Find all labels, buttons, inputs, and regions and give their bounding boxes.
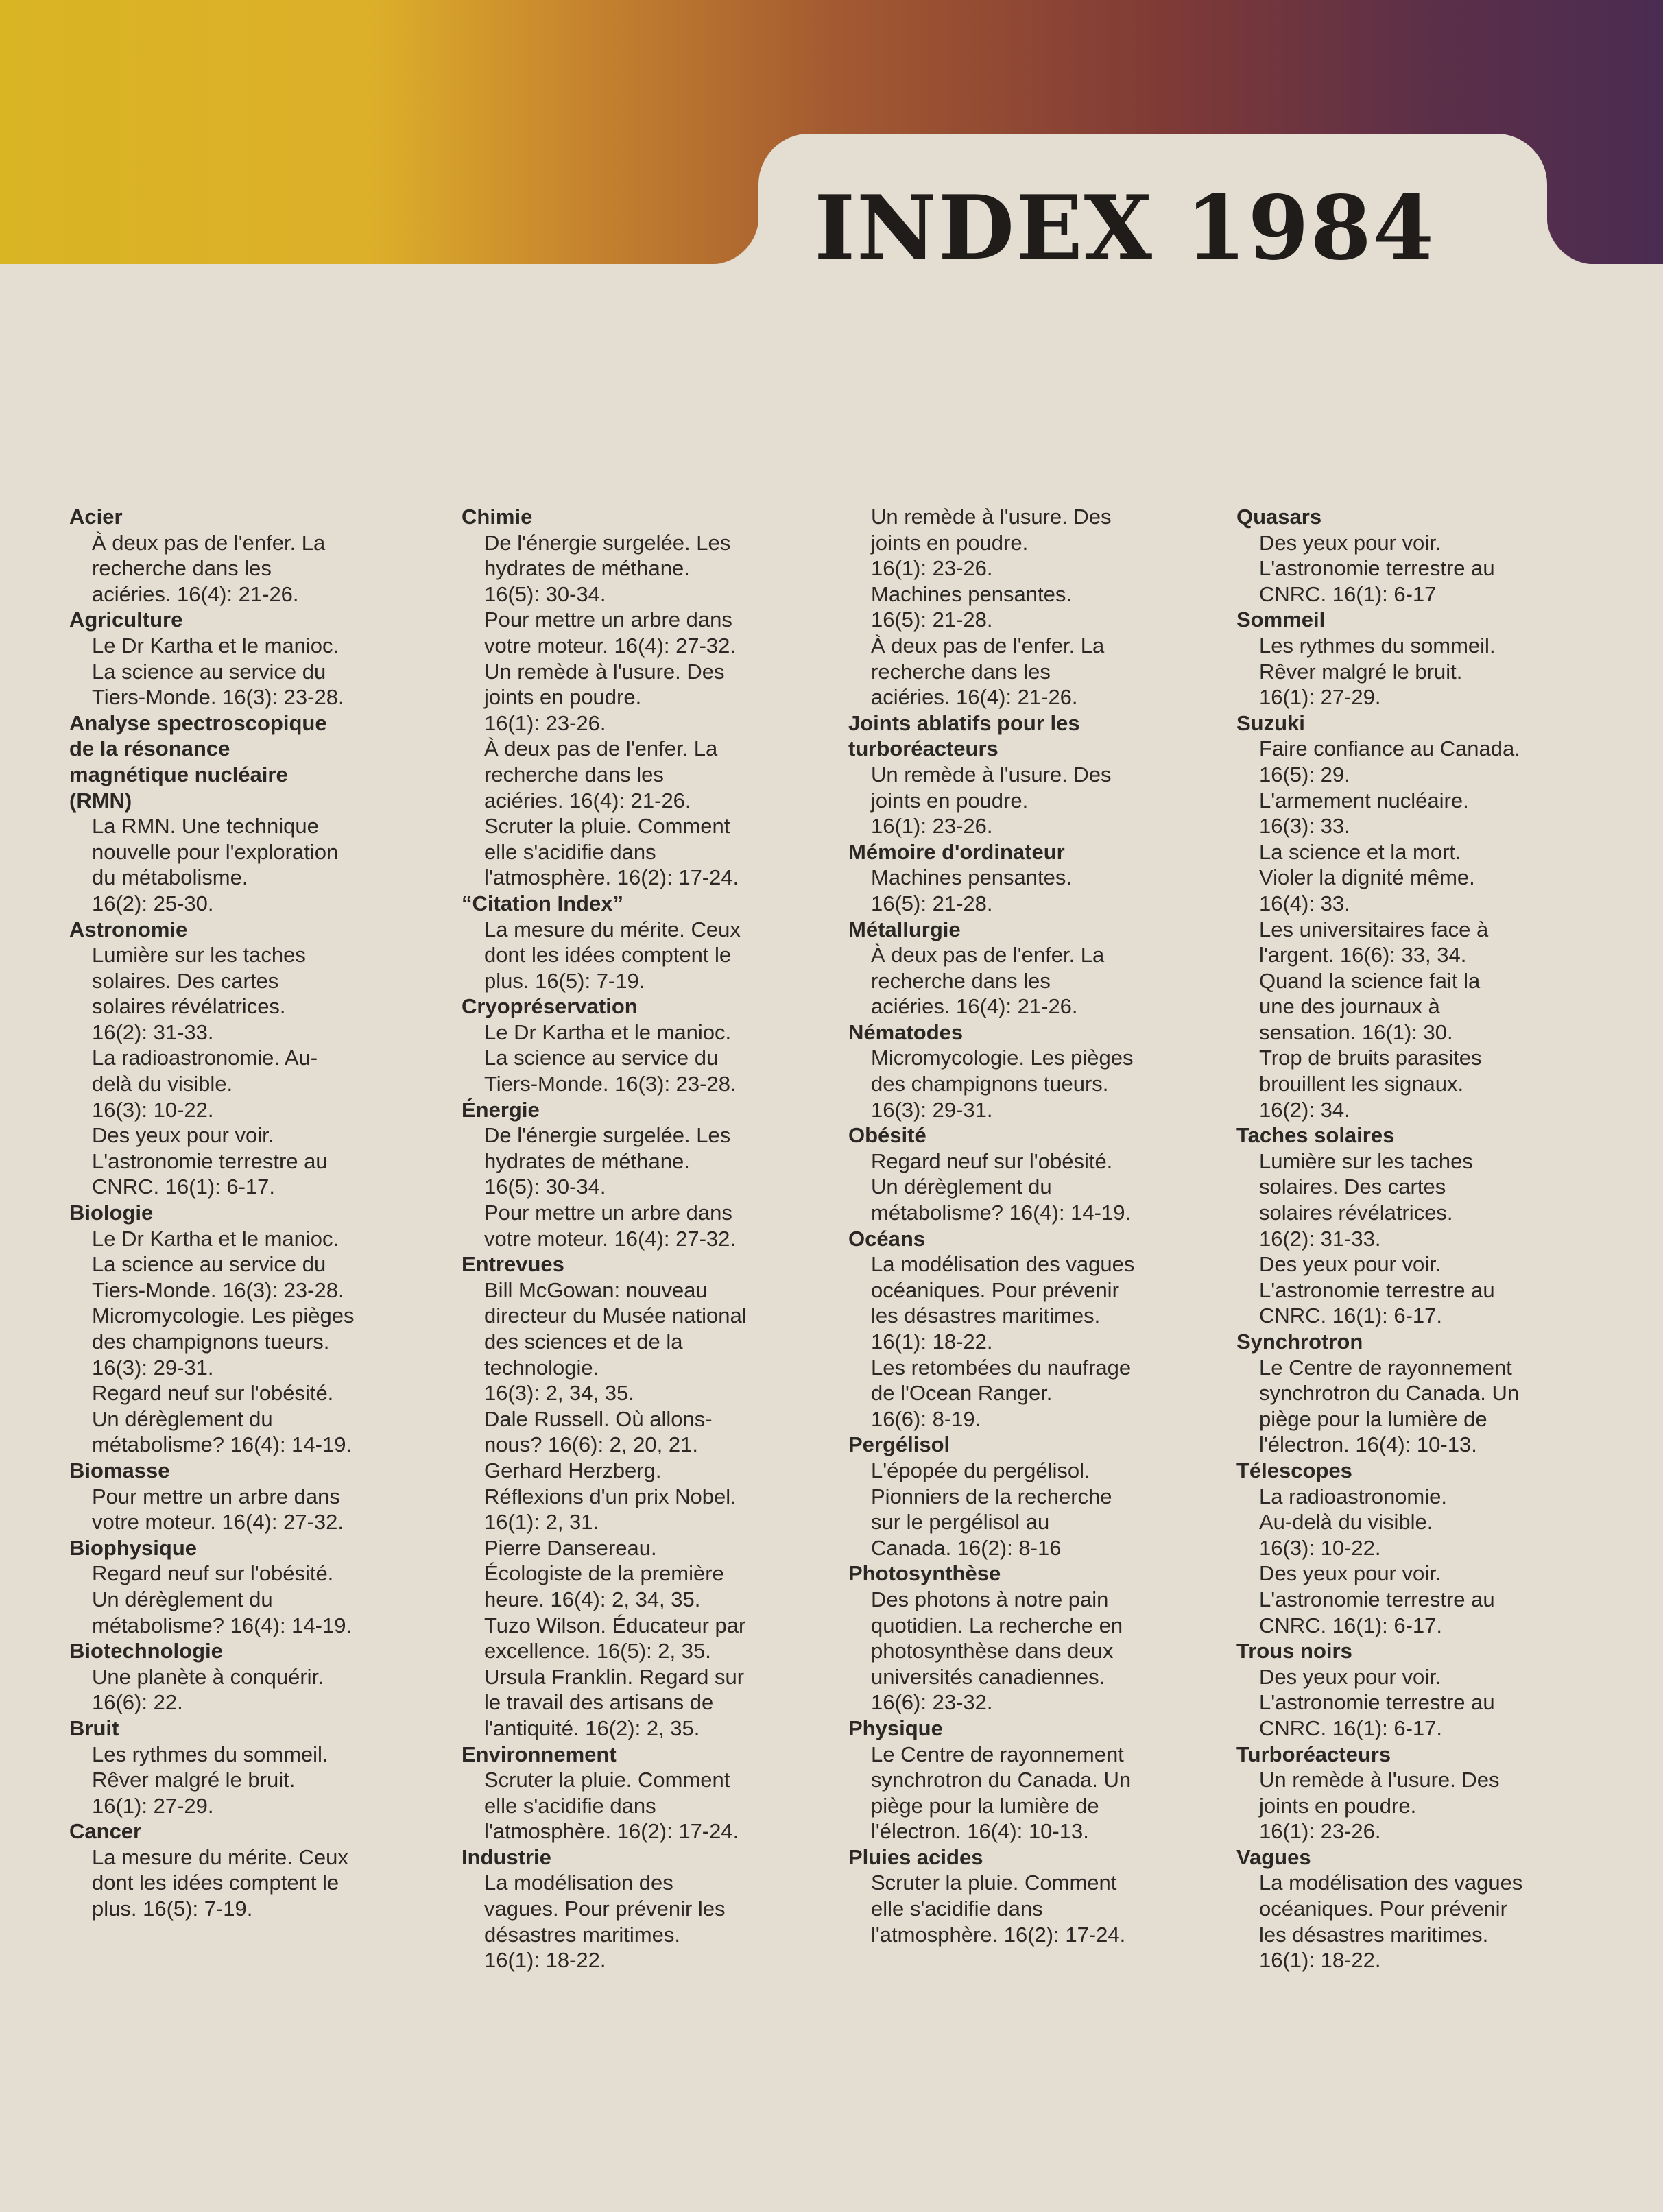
index-reference-line: Le Centre de rayonnement	[871, 1742, 1124, 1766]
index-term: Énergie	[462, 1097, 540, 1122]
index-entry	[69, 1638, 405, 1716]
index-column-3	[848, 504, 1184, 1947]
index-reference-line: Des photons à notre pain	[871, 1587, 1109, 1611]
index-term: Industrie	[462, 1844, 551, 1869]
index-reference-line: L'astronomie terrestre au	[92, 1149, 328, 1173]
index-reference-line: Un dérèglement du	[871, 1175, 1052, 1199]
index-reference-line: Scruter la pluie. Comment	[484, 1768, 730, 1792]
page-title: INDEX 1984	[814, 177, 1435, 280]
index-column-1	[69, 504, 405, 1922]
index-reference-line: métabolisme? 16(4): 14-19.	[92, 1613, 352, 1637]
index-reference-line: Les retombées du naufrage	[871, 1355, 1132, 1380]
index-term: Obésité	[848, 1123, 926, 1148]
index-reference-line: La science au service du	[92, 659, 326, 684]
index-reference-line: L'astronomie terrestre au	[1259, 1690, 1495, 1715]
index-reference-line: joints en poudre.	[871, 788, 1029, 813]
index-term: Environnement	[462, 1742, 617, 1766]
index-reference-line: Faire confiance au Canada.	[1259, 736, 1520, 761]
index-reference-line: Ursula Franklin. Regard sur	[484, 1664, 745, 1689]
index-term: Biophysique	[69, 1535, 198, 1560]
index-reference-line: Tiers-Monde. 16(3): 23-28.	[92, 1277, 344, 1302]
index-term: de la résonance	[69, 736, 230, 761]
index-entry	[1236, 607, 1572, 710]
index-term: “Citation Index”	[462, 891, 623, 915]
index-reference-line: universités canadiennes.	[871, 1664, 1105, 1689]
index-reference-line: 16(1): 27-29.	[92, 1793, 214, 1818]
index-reference-line: CNRC. 16(1): 6-17.	[1259, 1303, 1443, 1328]
index-reference-line: recherche dans les	[92, 556, 272, 581]
index-entry	[462, 1251, 798, 1741]
index-reference-line: piège pour la lumière de	[1259, 1406, 1487, 1431]
index-entry	[848, 1432, 1184, 1561]
index-entry	[69, 710, 405, 917]
index-reference-line: synchrotron du Canada. Un	[871, 1768, 1132, 1792]
index-reference-line: La mesure du mérite. Ceux	[484, 917, 741, 941]
index-term: Océans	[848, 1226, 926, 1251]
index-reference-line: Machines pensantes.	[871, 865, 1072, 890]
index-reference-line: Pionniers de la recherche	[871, 1484, 1112, 1508]
index-term: Photosynthèse	[848, 1561, 1001, 1586]
index-reference-line: De l'énergie surgelée. Les	[484, 1123, 731, 1148]
index-reference-line: des sciences et de la	[484, 1330, 683, 1354]
index-reference-line: brouillent les signaux.	[1259, 1072, 1464, 1096]
index-column-2	[462, 504, 798, 1973]
index-term: Mémoire d'ordinateur	[848, 839, 1065, 864]
index-reference-line: piège pour la lumière de	[871, 1793, 1099, 1818]
index-reference-line: À deux pas de l'enfer. La	[484, 736, 718, 761]
index-reference-line: métabolisme? 16(4): 14-19.	[871, 1201, 1132, 1225]
index-reference-line: Tiers-Monde. 16(3): 23-28.	[484, 1072, 737, 1096]
index-reference-line: 16(1): 18-22.	[1259, 1948, 1381, 1973]
index-reference-line: 16(1): 2, 31.	[484, 1510, 599, 1535]
index-reference-line: du métabolisme.	[92, 865, 248, 890]
index-reference-line: La science et la mort.	[1259, 839, 1461, 864]
index-reference-line: dont les idées comptent le	[484, 943, 732, 967]
index-term: Vagues	[1236, 1844, 1311, 1869]
index-entry	[848, 1844, 1184, 1947]
index-reference-line: Gerhard Herzberg.	[484, 1458, 662, 1482]
index-reference-line: L'astronomie terrestre au	[1259, 1277, 1495, 1302]
index-reference-line: Rêver malgré le bruit.	[1259, 659, 1463, 684]
index-entry	[848, 710, 1184, 839]
index-reference-line: recherche dans les	[871, 968, 1051, 993]
index-reference-line: Lumière sur les taches	[1259, 1149, 1473, 1173]
index-reference-line: Un dérèglement du	[92, 1587, 273, 1611]
index-reference-line: Des yeux pour voir.	[1259, 1252, 1441, 1277]
index-reference-line: de l'Ocean Ranger.	[871, 1381, 1053, 1406]
index-reference-line: 16(3): 10-22.	[1259, 1535, 1381, 1560]
index-term: (RMN)	[69, 788, 132, 813]
index-reference-line: 16(2): 25-30.	[92, 891, 214, 915]
index-reference-line: océaniques. Pour prévenir	[1259, 1897, 1507, 1921]
index-entry	[462, 1742, 798, 1844]
index-reference-line: l'antiquité. 16(2): 2, 35.	[484, 1716, 700, 1740]
index-reference-line: L'épopée du pergélisol.	[871, 1458, 1090, 1482]
index-reference-line: 16(1): 23-26.	[1259, 1819, 1381, 1844]
index-reference-line: 16(2): 31-33.	[92, 1020, 214, 1044]
index-entry	[462, 891, 798, 994]
index-entry	[69, 1818, 405, 1921]
index-reference-line: votre moteur. 16(4): 27-32.	[484, 1226, 737, 1251]
index-reference-line: Pierre Dansereau.	[484, 1535, 657, 1560]
index-entry	[1236, 1122, 1572, 1329]
index-reference-line: recherche dans les	[871, 659, 1051, 684]
index-reference-line: 16(1): 23-26.	[871, 814, 993, 839]
index-reference-line: CNRC. 16(1): 6-17.	[92, 1175, 276, 1199]
index-reference-line: heure. 16(4): 2, 34, 35.	[484, 1587, 701, 1611]
index-reference-line: sensation. 16(1): 30.	[1259, 1020, 1453, 1044]
index-reference-line: L'astronomie terrestre au	[1259, 556, 1495, 581]
index-reference-line: aciéries. 16(4): 21-26.	[92, 581, 299, 606]
index-reference-line: Le Centre de rayonnement	[1259, 1355, 1512, 1380]
index-reference-line: La radioastronomie. Au-	[92, 1046, 318, 1070]
index-term: Analyse spectroscopique	[69, 710, 327, 735]
index-entry	[848, 1122, 1184, 1225]
index-reference-line: photosynthèse dans deux	[871, 1639, 1114, 1663]
index-reference-line: Scruter la pluie. Comment	[871, 1871, 1117, 1895]
index-entry	[1236, 1458, 1572, 1638]
index-reference-line: La radioastronomie.	[1259, 1484, 1447, 1508]
index-reference-line: À deux pas de l'enfer. La	[871, 943, 1105, 967]
index-term: Métallurgie	[848, 917, 961, 941]
index-reference-line: votre moteur. 16(4): 27-32.	[92, 1510, 344, 1535]
index-reference-line: Une planète à conquérir.	[92, 1664, 324, 1689]
index-entry	[462, 504, 798, 891]
index-reference-line: 16(1): 23-26.	[871, 556, 993, 581]
index-reference-line: Les rythmes du sommeil.	[92, 1742, 328, 1766]
index-term: Biotechnologie	[69, 1639, 223, 1663]
index-term: Télescopes	[1236, 1458, 1352, 1482]
index-reference-line: directeur du Musée national	[484, 1303, 747, 1328]
index-term: magnétique nucléaire	[69, 762, 288, 786]
index-reference-line: 16(2): 34.	[1259, 1097, 1350, 1122]
index-reference-line: CNRC. 16(1): 6-17	[1259, 581, 1437, 606]
index-term: Physique	[848, 1716, 943, 1740]
index-reference-line: une des journaux à	[1259, 994, 1440, 1019]
index-reference-line: La modélisation des vagues	[871, 1252, 1135, 1277]
index-entry	[1236, 710, 1572, 1123]
index-reference-line: Des yeux pour voir.	[1259, 1561, 1441, 1586]
index-reference-line: Trop de bruits parasites	[1259, 1046, 1482, 1070]
index-reference-line: Regard neuf sur l'obésité.	[92, 1381, 334, 1406]
index-term: Chimie	[462, 505, 533, 529]
index-reference-line: Machines pensantes.	[871, 581, 1072, 606]
index-reference-line: hydrates de méthane.	[484, 556, 690, 581]
index-reference-line: CNRC. 16(1): 6-17.	[1259, 1613, 1443, 1637]
index-reference-line: La science au service du	[484, 1046, 719, 1070]
index-reference-line: solaires révélatrices.	[1259, 1201, 1453, 1225]
index-reference-line: 16(5): 21-28.	[871, 608, 993, 632]
index-reference-line: La mesure du mérite. Ceux	[92, 1844, 348, 1869]
index-reference-line: synchrotron du Canada. Un	[1259, 1381, 1520, 1406]
index-reference-line: 16(2): 31-33.	[1259, 1226, 1381, 1251]
index-reference-line: Les rythmes du sommeil.	[1259, 633, 1496, 658]
index-reference-line: l'électron. 16(4): 10-13.	[1259, 1432, 1477, 1457]
index-reference-line: 16(3): 33.	[1259, 814, 1350, 839]
index-reference-line: elle s'acidifie dans	[484, 839, 656, 864]
index-entry	[69, 504, 405, 607]
index-reference-line: 16(3): 2, 34, 35.	[484, 1381, 634, 1406]
index-reference-line: Un remède à l'usure. Des	[1259, 1768, 1500, 1792]
index-reference-line: Au-delà du visible.	[1259, 1510, 1433, 1535]
index-term: Cryopréservation	[462, 994, 638, 1019]
index-term: turboréacteurs	[848, 736, 998, 761]
index-reference-line: nous? 16(6): 2, 20, 21.	[484, 1432, 698, 1457]
index-entry	[1236, 504, 1572, 607]
index-reference-line: désastres maritimes.	[484, 1922, 680, 1947]
index-reference-line: plus. 16(5): 7-19.	[484, 968, 645, 993]
index-reference-line: L'armement nucléaire.	[1259, 788, 1469, 813]
index-term: Biologie	[69, 1201, 154, 1225]
index-reference-line: Le Dr Kartha et le manioc.	[92, 633, 339, 658]
index-reference-line: l'atmosphère. 16(2): 17-24.	[484, 1819, 739, 1844]
index-entry	[1236, 1742, 1572, 1844]
index-reference-line: l'atmosphère. 16(2): 17-24.	[871, 1922, 1126, 1947]
index-reference-line: solaires. Des cartes	[92, 968, 279, 993]
index-column-4	[1236, 504, 1572, 1973]
index-reference-line: 16(5): 29.	[1259, 762, 1350, 786]
index-reference-line: Écologiste de la première	[484, 1561, 724, 1586]
index-reference-line: Tiers-Monde. 16(3): 23-28.	[92, 685, 344, 710]
index-entry	[69, 917, 405, 1201]
index-term: Taches solaires	[1236, 1123, 1395, 1148]
index-reference-line: Regard neuf sur l'obésité.	[871, 1149, 1113, 1173]
index-reference-line: Un remède à l'usure. Des	[484, 659, 725, 684]
index-reference-line: Un remède à l'usure. Des	[871, 762, 1112, 786]
index-reference-line: aciéries. 16(4): 21-26.	[871, 685, 1078, 710]
index-reference-line: À deux pas de l'enfer. La	[92, 530, 326, 555]
index-reference-line: des champignons tueurs.	[871, 1072, 1109, 1096]
index-reference-line: Canada. 16(2): 8-16	[871, 1535, 1062, 1560]
index-reference-line: les désastres maritimes.	[871, 1303, 1101, 1328]
index-term: Suzuki	[1236, 710, 1305, 735]
index-reference-line: quotidien. La recherche en	[871, 1613, 1123, 1637]
index-reference-line: Le Dr Kartha et le manioc.	[92, 1226, 339, 1251]
index-reference-line: hydrates de méthane.	[484, 1149, 690, 1173]
index-term: Sommeil	[1236, 608, 1326, 632]
index-reference-line: métabolisme? 16(4): 14-19.	[92, 1432, 352, 1457]
index-reference-line: Micromycologie. Les pièges	[871, 1046, 1134, 1070]
index-reference-line: Des yeux pour voir.	[92, 1123, 274, 1148]
index-entry	[69, 1458, 405, 1535]
index-reference-line: Pour mettre un arbre dans	[484, 1201, 732, 1225]
index-reference-line: Des yeux pour voir.	[1259, 1664, 1441, 1689]
index-reference-line: Un remède à l'usure. Des	[871, 505, 1112, 529]
index-reference-line: joints en poudre.	[484, 685, 642, 710]
index-reference-line: Un dérèglement du	[92, 1406, 273, 1431]
index-entry	[69, 607, 405, 710]
index-reference-line: excellence. 16(5): 2, 35.	[484, 1639, 711, 1663]
index-reference-line: l'atmosphère. 16(2): 17-24.	[484, 865, 739, 890]
index-reference-line: Scruter la pluie. Comment	[484, 814, 730, 839]
index-reference-line: 16(4): 33.	[1259, 891, 1350, 915]
index-reference-line: 16(1): 18-22.	[484, 1948, 606, 1973]
index-entry	[1236, 1844, 1572, 1973]
index-reference-line: 16(3): 29-31.	[871, 1097, 993, 1122]
index-reference-line: elle s'acidifie dans	[871, 1897, 1043, 1921]
index-term: Nématodes	[848, 1020, 964, 1044]
index-reference-line: sur le pergélisol au	[871, 1510, 1050, 1535]
index-reference-line: 16(6): 22.	[92, 1690, 183, 1715]
index-reference-line: Pour mettre un arbre dans	[484, 608, 732, 632]
index-term: Astronomie	[69, 917, 188, 941]
index-reference-line: delà du visible.	[92, 1072, 233, 1096]
index-entry	[69, 1200, 405, 1458]
index-reference-line: Micromycologie. Les pièges	[92, 1303, 355, 1328]
index-entry	[462, 994, 798, 1096]
index-reference-line: nouvelle pour l'exploration	[92, 839, 339, 864]
index-reference-line: 16(1): 18-22.	[871, 1330, 993, 1354]
index-reference-line: 16(1): 23-26.	[484, 710, 606, 735]
index-reference-line: votre moteur. 16(4): 27-32.	[484, 633, 737, 658]
index-reference-line: Quand la science fait la	[1259, 968, 1481, 993]
index-reference-line: 16(5): 30-34.	[484, 581, 606, 606]
index-term: Joints ablatifs pour les	[848, 710, 1080, 735]
index-reference-line: 16(6): 23-32.	[871, 1690, 993, 1715]
index-reference-line: solaires révélatrices.	[92, 994, 286, 1019]
index-term: Quasars	[1236, 505, 1322, 529]
index-term: Biomasse	[69, 1458, 170, 1482]
index-entry	[1236, 1329, 1572, 1458]
index-reference-line: La modélisation des vagues	[1259, 1871, 1523, 1895]
index-reference-line: Dale Russell. Où allons-	[484, 1406, 713, 1431]
index-reference-line: l'électron. 16(4): 10-13.	[871, 1819, 1089, 1844]
index-reference-line: Tuzo Wilson. Éducateur par	[484, 1613, 746, 1637]
title-tab-right-curve	[1547, 216, 1595, 264]
index-term: Agriculture	[69, 608, 183, 632]
index-reference-line: L'astronomie terrestre au	[1259, 1587, 1495, 1611]
index-entry	[848, 504, 1184, 710]
index-reference-line: 16(5): 21-28.	[871, 891, 993, 915]
index-reference-line: aciéries. 16(4): 21-26.	[484, 788, 691, 813]
index-entry	[69, 1716, 405, 1818]
index-reference-line: Violer la dignité même.	[1259, 865, 1475, 890]
index-reference-line: dont les idées comptent le	[92, 1871, 339, 1895]
index-reference-line: océaniques. Pour prévenir	[871, 1277, 1119, 1302]
index-entry	[848, 1020, 1184, 1122]
index-reference-line: l'argent. 16(6): 33, 34.	[1259, 943, 1467, 967]
index-entry	[848, 1561, 1184, 1716]
index-reference-line: plus. 16(5): 7-19.	[92, 1897, 253, 1921]
index-reference-line: recherche dans les	[484, 762, 664, 786]
index-reference-line: 16(5): 30-34.	[484, 1175, 606, 1199]
index-reference-line: CNRC. 16(1): 6-17.	[1259, 1716, 1443, 1740]
index-reference-line: Lumière sur les taches	[92, 943, 306, 967]
index-reference-line: À deux pas de l'enfer. La	[871, 633, 1105, 658]
index-reference-line: technologie.	[484, 1355, 599, 1380]
index-entry	[1236, 1638, 1572, 1741]
index-reference-line: Bill McGowan: nouveau	[484, 1277, 708, 1302]
index-reference-line: 16(6): 8-19.	[871, 1406, 981, 1431]
index-reference-line: La modélisation des	[484, 1871, 673, 1895]
index-reference-line: joints en poudre.	[871, 530, 1029, 555]
index-term: Entrevues	[462, 1252, 564, 1277]
index-term: Synchrotron	[1236, 1330, 1363, 1354]
index-term: Turboréacteurs	[1236, 1742, 1391, 1766]
title-tab-left-curve	[710, 216, 758, 264]
index-term: Acier	[69, 505, 123, 529]
index-entry	[462, 1844, 798, 1973]
index-reference-line: De l'énergie surgelée. Les	[484, 530, 731, 555]
index-reference-line: Le Dr Kartha et le manioc.	[484, 1020, 732, 1044]
index-term: Pergélisol	[848, 1432, 950, 1457]
index-term: Cancer	[69, 1819, 142, 1844]
index-term: Trous noirs	[1236, 1639, 1352, 1663]
index-reference-line: 16(1): 27-29.	[1259, 685, 1381, 710]
index-reference-line: Des yeux pour voir.	[1259, 530, 1441, 555]
index-entry	[69, 1535, 405, 1638]
index-term: Bruit	[69, 1716, 119, 1740]
index-entry	[848, 917, 1184, 1020]
index-reference-line: Regard neuf sur l'obésité.	[92, 1561, 334, 1586]
index-reference-line: Les universitaires face à	[1259, 917, 1489, 941]
index-term: Pluies acides	[848, 1844, 983, 1869]
index-reference-line: les désastres maritimes.	[1259, 1922, 1489, 1947]
index-reference-line: solaires. Des cartes	[1259, 1175, 1446, 1199]
index-entry	[462, 1097, 798, 1252]
index-entry	[848, 839, 1184, 917]
index-reference-line: Pour mettre un arbre dans	[92, 1484, 340, 1508]
index-reference-line: des champignons tueurs.	[92, 1330, 330, 1354]
index-reference-line: Réflexions d'un prix Nobel.	[484, 1484, 737, 1508]
index-reference-line: 16(3): 29-31.	[92, 1355, 214, 1380]
index-reference-line: La science au service du	[92, 1252, 326, 1277]
index-reference-line: le travail des artisans de	[484, 1690, 714, 1715]
index-entry	[848, 1716, 1184, 1844]
index-reference-line: Rêver malgré le bruit.	[92, 1768, 296, 1792]
index-reference-line: elle s'acidifie dans	[484, 1793, 656, 1818]
index-reference-line: aciéries. 16(4): 21-26.	[871, 994, 1078, 1019]
index-reference-line: vagues. Pour prévenir les	[484, 1897, 726, 1921]
index-reference-line: La RMN. Une technique	[92, 814, 319, 839]
index-reference-line: 16(3): 10-22.	[92, 1097, 214, 1122]
index-reference-line: joints en poudre.	[1259, 1793, 1417, 1818]
index-entry	[848, 1226, 1184, 1432]
